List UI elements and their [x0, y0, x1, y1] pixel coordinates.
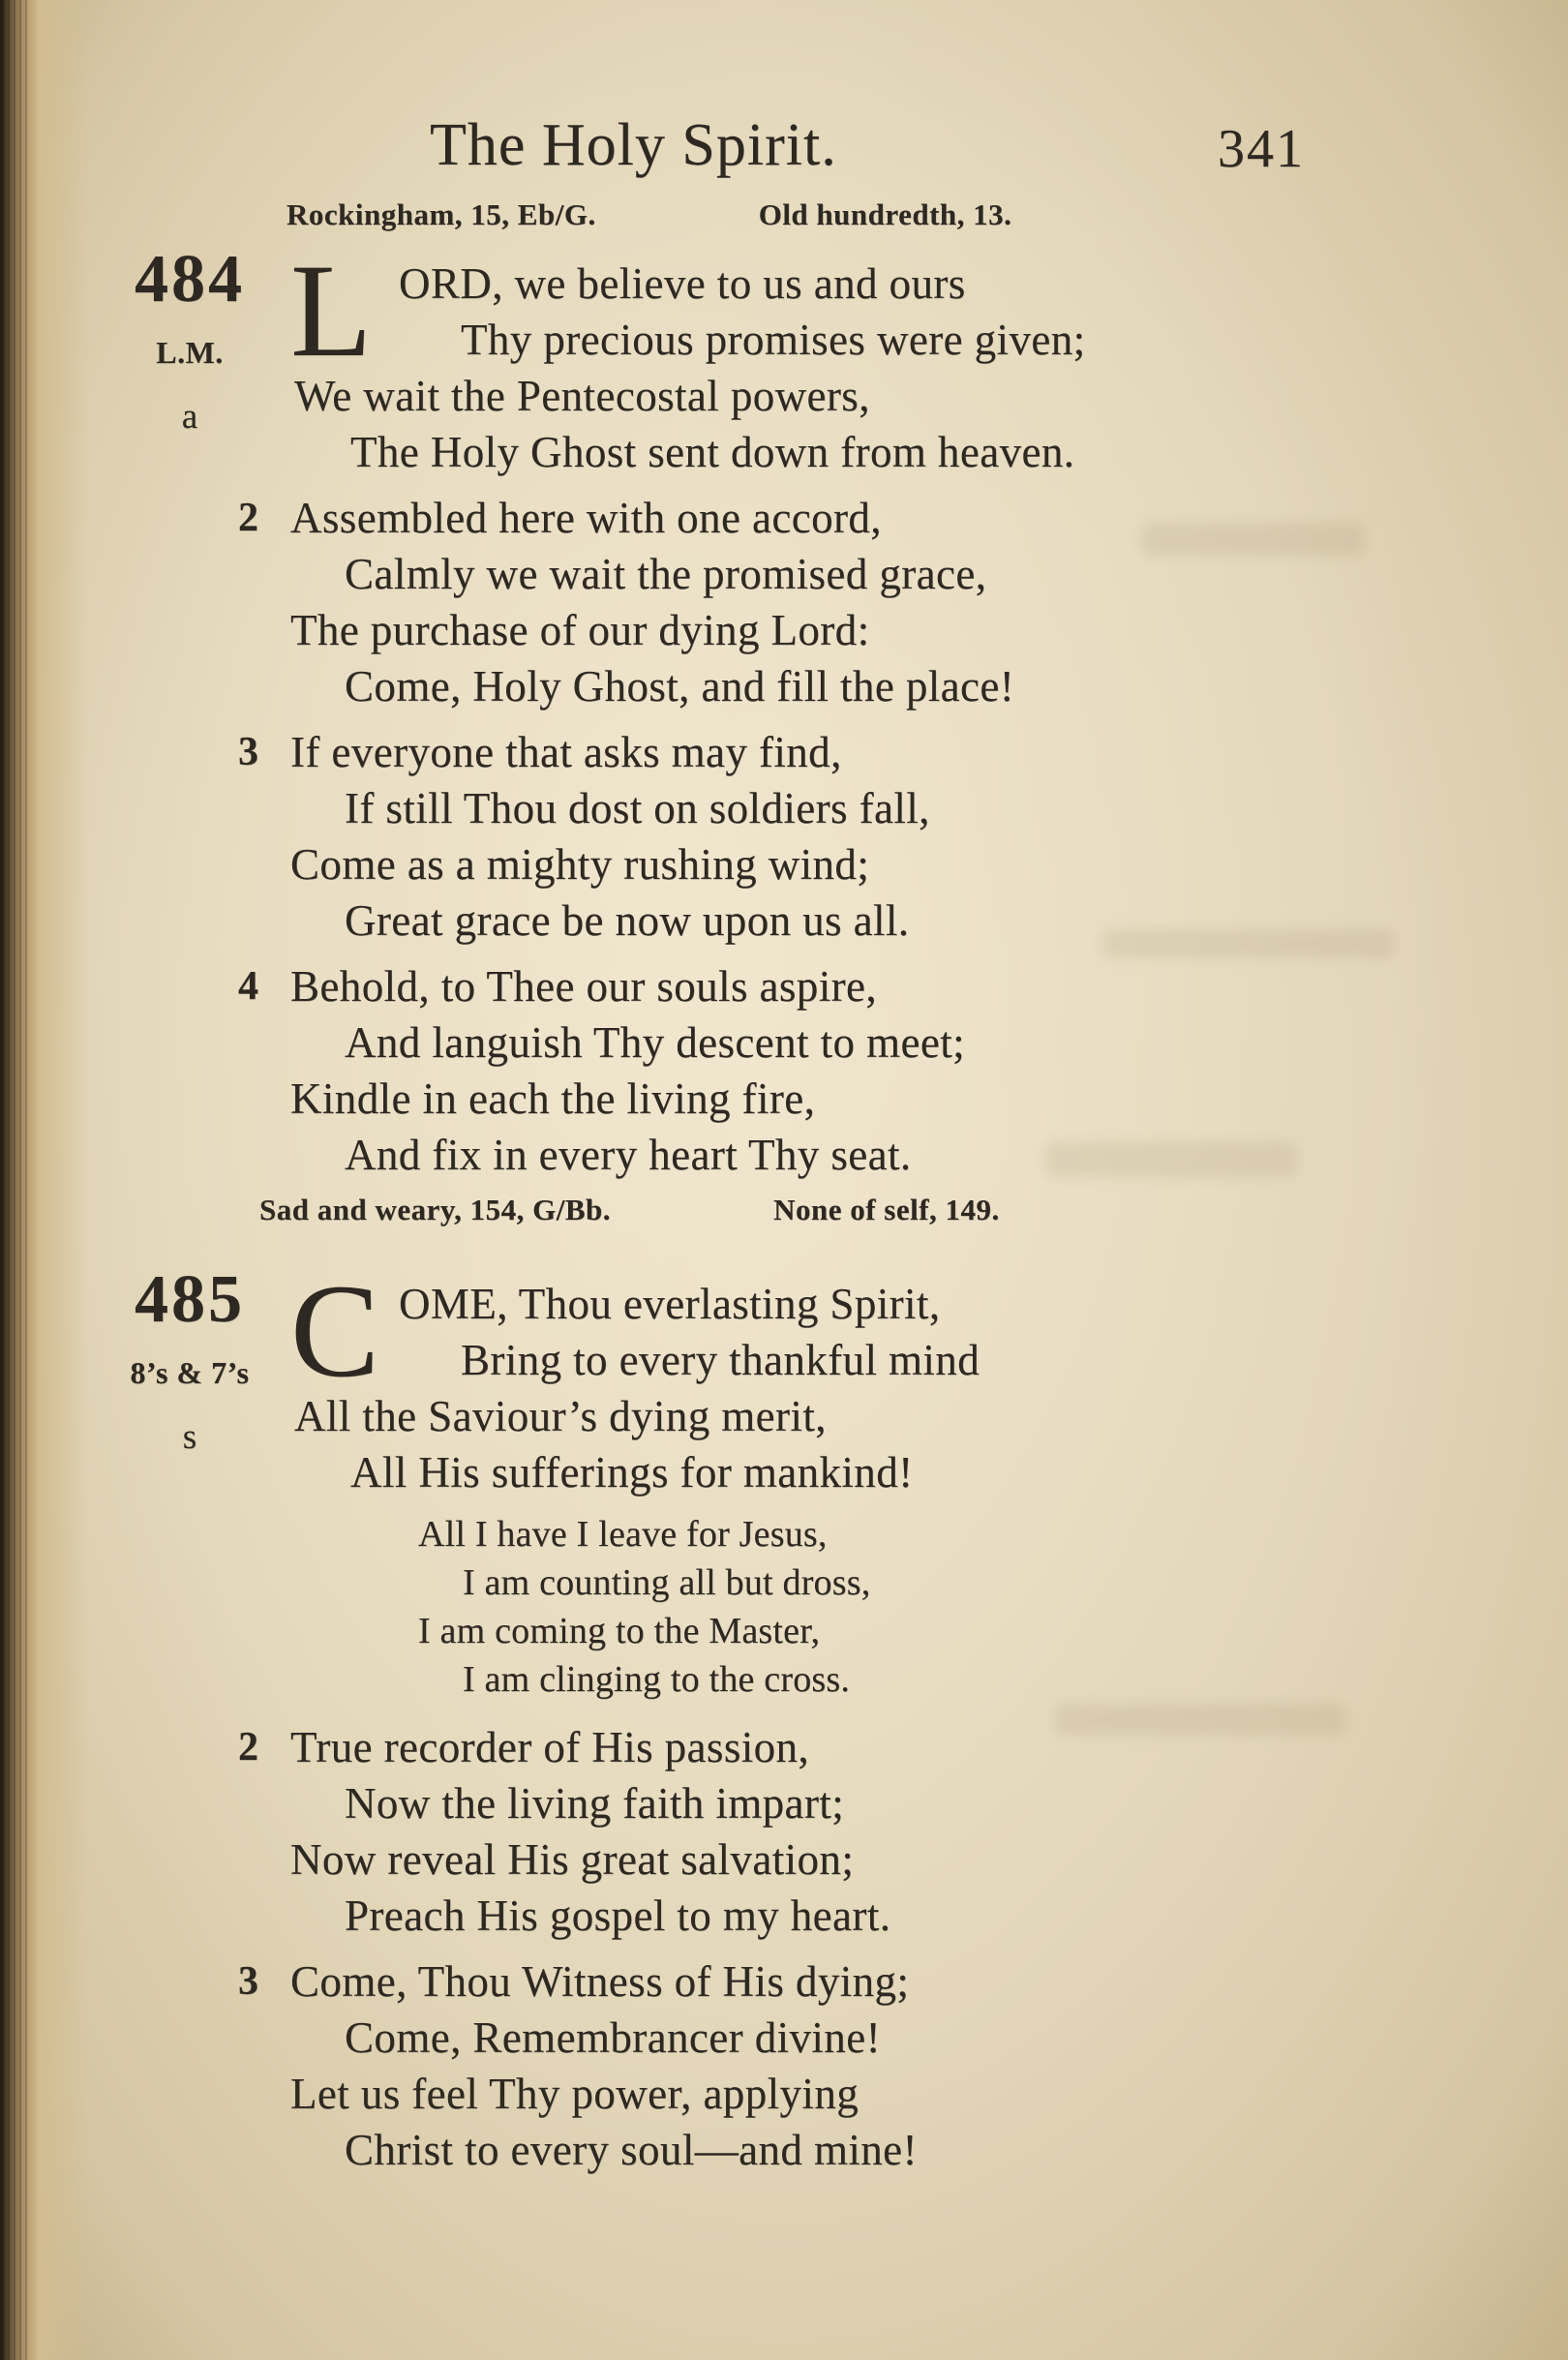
verse-line: Christ to every soul—and mine! — [345, 2126, 918, 2174]
hymn-meter: 8’s & 7’s — [130, 1354, 250, 1390]
verse-number: 3 — [238, 730, 259, 774]
verse-line: Assembled here with one accord, — [290, 494, 882, 542]
verse-line: True recorder of His passion, — [290, 1723, 810, 1771]
chorus — [290, 1510, 1568, 1704]
hymns-list — [0, 197, 1568, 2178]
verse-line: All the Saviour’s dying merit, — [294, 1392, 827, 1440]
tune-reference: Sad and weary, 154, G/Bb. — [259, 1193, 612, 1226]
verse-number: 2 — [238, 496, 259, 540]
verse-line: Now the living faith impart; — [345, 1779, 845, 1828]
hymn-gutter — [91, 244, 288, 438]
hymn-484 — [0, 197, 1568, 1183]
verse-line: Kindle in each the living fire, — [290, 1074, 816, 1123]
verse-line: The Holy Ghost sent down from heaven. — [350, 428, 1075, 476]
verse-line: I am coming to the Master, — [418, 1611, 821, 1651]
verse-number: 4 — [238, 964, 259, 1009]
hymn-gutter — [91, 1264, 288, 1458]
verse-line: I am counting all but dross, — [463, 1562, 871, 1603]
drop-cap-letter: C — [290, 1256, 380, 1405]
hymn-part-letter: s — [182, 1416, 197, 1457]
tune-reference: Old hundredth, 13. — [758, 197, 1012, 231]
hymn-body — [0, 1256, 1568, 2178]
page-number: 341 — [1218, 119, 1305, 179]
verse-line: Come, Holy Ghost, and fill the place! — [345, 662, 1015, 711]
verse-line: If everyone that asks may find, — [290, 728, 842, 776]
verse-line: We wait the Pentecostal powers, — [294, 372, 870, 420]
tune-reference: Rockingham, 15, Eb/G. — [286, 197, 596, 231]
hymn-number: 485 — [135, 1262, 245, 1337]
verse — [238, 958, 1568, 1183]
tune-reference: None of self, 149. — [773, 1193, 1000, 1226]
hymn-485 — [0, 1193, 1568, 2178]
hymn-verses — [238, 236, 1568, 1183]
verse-line: Come, Remembrancer divine! — [345, 2013, 881, 2062]
verse-line: All I have I leave for Jesus, — [418, 1514, 828, 1555]
verse-number: 3 — [238, 1959, 259, 2004]
verse-line: Preach His gospel to my heart. — [345, 1891, 891, 1940]
hymn-number: 484 — [135, 242, 245, 317]
hymn-body — [0, 236, 1568, 1183]
verse-line: Behold, to Thee our souls aspire, — [290, 962, 878, 1011]
verse-line: Calmly we wait the promised grace, — [345, 550, 987, 598]
verse-line: Let us feel Thy power, applying — [290, 2070, 859, 2118]
drop-cap-letter: L — [290, 236, 373, 384]
verse-line: OME, Thou everlasting Spirit, — [399, 1280, 941, 1328]
verse-number: 2 — [238, 1725, 259, 1770]
verse-line: Bring to every thankful mind — [461, 1336, 980, 1384]
verse — [290, 236, 1568, 480]
verse — [238, 1719, 1568, 1944]
verse-line: And languish Thy descent to meet; — [345, 1018, 966, 1067]
verse-line: All His sufferings for mankind! — [350, 1448, 914, 1497]
verse — [290, 1256, 1568, 1500]
page-header — [0, 114, 1568, 197]
hymn-meter: L.M. — [156, 334, 224, 370]
hymn-verses — [238, 1256, 1568, 2178]
verse-line: ORD, we believe to us and ours — [399, 259, 966, 308]
verse-line: I am clinging to the cross. — [463, 1659, 851, 1700]
verse-line: If still Thou dost on soldiers fall, — [345, 784, 930, 832]
verse — [238, 490, 1568, 714]
verse-line: The purchase of our dying Lord: — [290, 606, 870, 654]
tune-reference-row — [259, 1193, 1568, 1227]
verse-line: Thy precious promises were given; — [461, 316, 1086, 364]
hymn-part-letter: a — [181, 396, 198, 437]
verse-line: Come, Thou Witness of His dying; — [290, 1957, 910, 2006]
verse-line: Come as a mighty rushing wind; — [290, 840, 870, 889]
verse-line: Now reveal His great salvation; — [290, 1835, 855, 1884]
verse-line: And fix in every heart Thy seat. — [345, 1131, 912, 1179]
verse-line: Great grace be now upon us all. — [345, 896, 910, 945]
verse — [238, 1953, 1568, 2178]
verse — [238, 724, 1568, 949]
page-title: The Holy Spirit. — [430, 112, 837, 178]
tune-reference-row — [286, 197, 1568, 232]
